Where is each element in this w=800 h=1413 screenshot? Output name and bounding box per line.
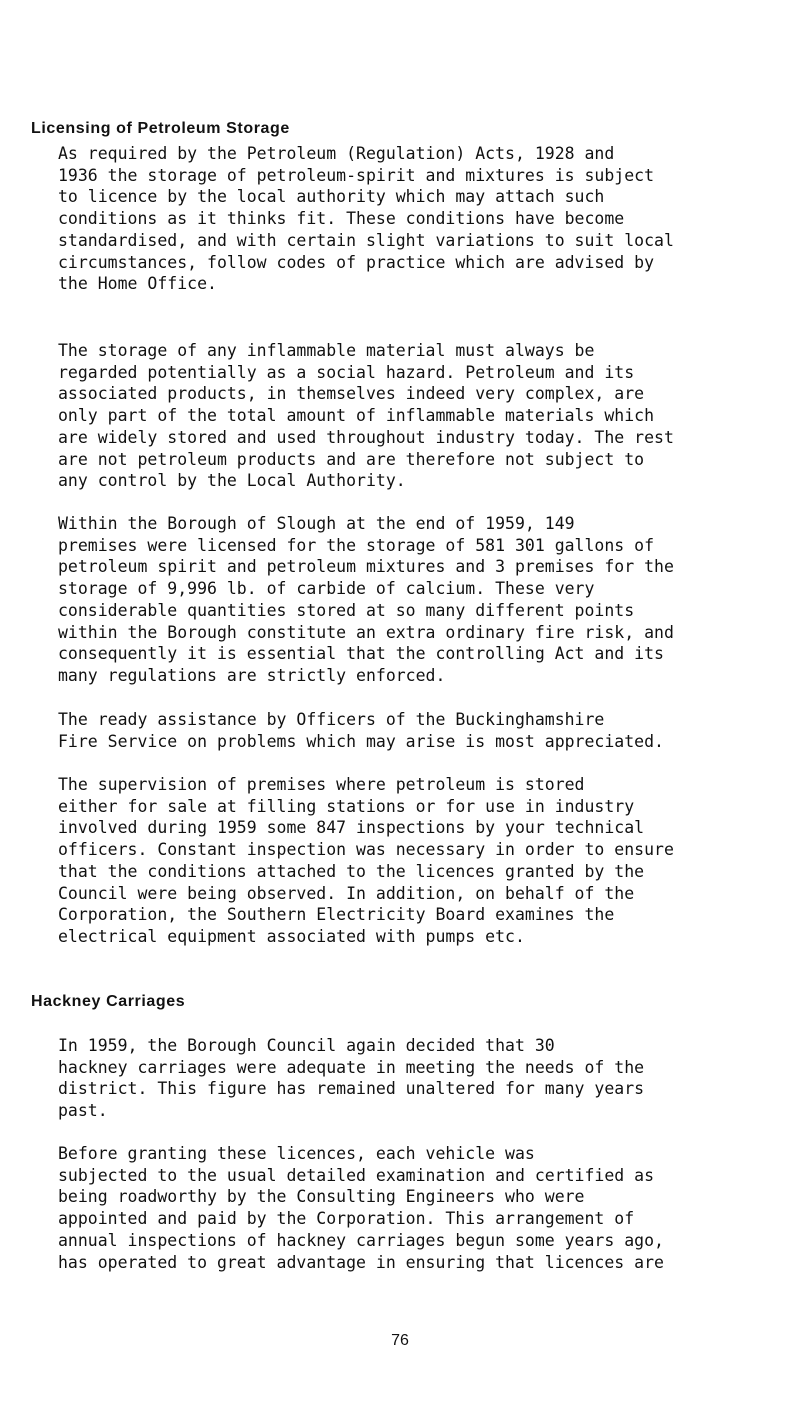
text-line: premises were licensed for the storage of 581 301 gallons of bbox=[58, 535, 655, 555]
text-line: The ready assistance by Officers of the Buckinghamshire bbox=[58, 710, 605, 729]
text-line: officers. Constant inspection was necessary in order to ensure bbox=[58, 840, 674, 860]
text-line: Council were being observed. In addition, on behalf of the bbox=[58, 883, 635, 903]
text-line: petroleum spirit and petroleum mixtures and 3 premises for the bbox=[58, 557, 674, 577]
text-line: storage of 9,996 lb. of carbide of calcium. These very bbox=[58, 579, 595, 599]
text-line: regarded potentially as a social hazard. Petroleum and its bbox=[58, 362, 635, 382]
text-line: associated products, in themselves indeed very complex, are bbox=[58, 384, 645, 404]
text-line: Fire Service on problems which may arise is most appreciated. bbox=[58, 731, 664, 751]
text-line: standardised, and with certain slight variations to suit local bbox=[58, 230, 674, 250]
text-line: As required by the Petroleum (Regulation) Acts, 1928 and bbox=[58, 144, 615, 163]
text-line: Before granting these licences, each vehicle was bbox=[58, 1144, 535, 1163]
text-line: 1936 the storage of petroleum-spirit and mixtures is subject bbox=[58, 165, 655, 185]
paragraph-petroleum-acts bbox=[58, 143, 778, 295]
paragraph-fire-service bbox=[58, 709, 778, 752]
text-line: are not petroleum products and are therefore not subject to bbox=[58, 449, 645, 469]
text-line: Within the Borough of Slough at the end of 1959, 149 bbox=[58, 514, 575, 533]
paragraph-supervision bbox=[58, 774, 778, 948]
text-line: electrical equipment associated with pumps etc. bbox=[58, 926, 525, 946]
text-line: to licence by the local authority which may attach such bbox=[58, 187, 605, 207]
text-line: past. bbox=[58, 1101, 108, 1121]
text-line: appointed and paid by the Corporation. This arrangement of bbox=[58, 1209, 635, 1229]
text-line: any control by the Local Authority. bbox=[58, 471, 406, 491]
text-line: The storage of any inflammable material must always be bbox=[58, 341, 595, 360]
paragraph-borough-of-slough bbox=[58, 513, 778, 687]
text-line: In 1959, the Borough Council again decided that 30 bbox=[58, 1036, 555, 1055]
text-line: The supervision of premises where petroleum is stored bbox=[58, 775, 585, 794]
text-line: that the conditions attached to the licences granted by the bbox=[58, 861, 645, 881]
text-line: many regulations are strictly enforced. bbox=[58, 665, 446, 685]
text-line: annual inspections of hackney carriages begun some years ago, bbox=[58, 1230, 664, 1250]
text-line: the Home Office. bbox=[58, 274, 217, 294]
text-line: subjected to the usual detailed examination and certified as bbox=[58, 1165, 655, 1185]
text-line: has operated to great advantage in ensuring that licences are bbox=[58, 1252, 664, 1272]
text-line: involved during 1959 some 847 inspections by your technical bbox=[58, 818, 645, 838]
section-heading-petroleum-licensing: Licensing of Petroleum Storage bbox=[31, 120, 290, 137]
text-line: only part of the total amount of inflammable materials which bbox=[58, 406, 655, 426]
text-line: are widely stored and used throughout industry today. The rest bbox=[58, 427, 674, 447]
paragraph-inflammable-material bbox=[58, 340, 778, 492]
page-number: 76 bbox=[391, 1332, 409, 1349]
text-line: conditions as it thinks fit. These conditions have become bbox=[58, 209, 625, 229]
text-line: being roadworthy by the Consulting Engineers who were bbox=[58, 1187, 585, 1207]
text-line: considerable quantities stored at so many different points bbox=[58, 600, 635, 620]
text-line: district. This figure has remained unaltered for many years bbox=[58, 1079, 645, 1099]
text-line: either for sale at filling stations or for use in industry bbox=[58, 796, 635, 816]
text-line: circumstances, follow codes of practice which are advised by bbox=[58, 252, 655, 272]
text-line: consequently it is essential that the controlling Act and its bbox=[58, 644, 664, 664]
section-heading-hackney-carriages: Hackney Carriages bbox=[31, 993, 186, 1010]
text-line: Corporation, the Southern Electricity Board examines the bbox=[58, 905, 615, 925]
text-line: hackney carriages were adequate in meeting the needs of the bbox=[58, 1057, 645, 1077]
text-line: within the Borough constitute an extra ordinary fire risk, and bbox=[58, 622, 674, 642]
paragraph-licence-inspection bbox=[58, 1143, 778, 1273]
paragraph-hackney-count bbox=[58, 1035, 778, 1122]
